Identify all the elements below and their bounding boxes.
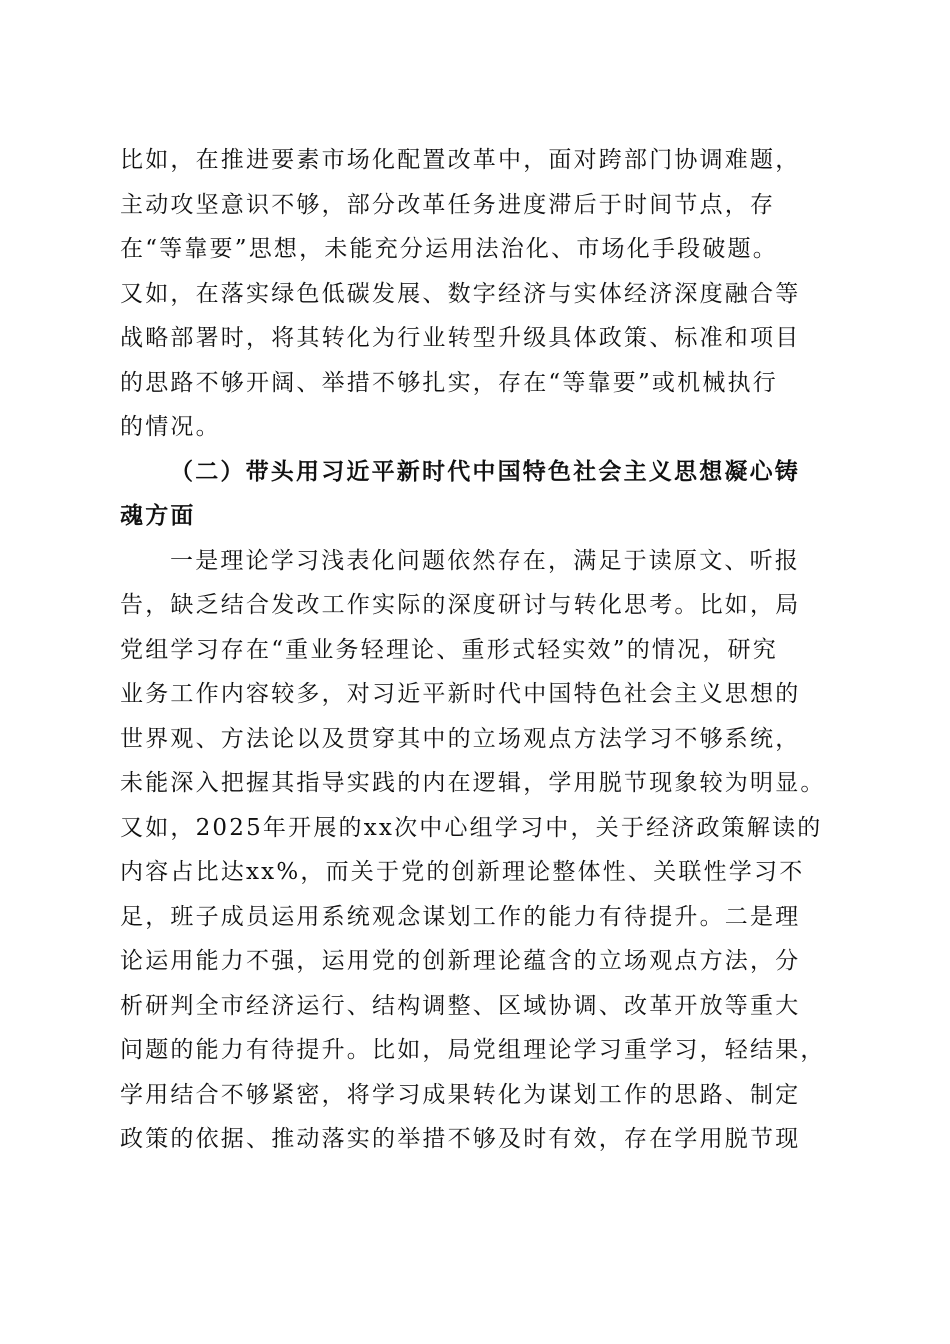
text-line: 党组学习存在“重业务轻理论、重形式轻实效”的情况，研究 bbox=[120, 636, 778, 663]
text-line: 论运用能力不强，运用党的创新理论蕴含的立场观点方法，分 bbox=[120, 948, 801, 974]
paragraph-start: 一是理论学习浅表化问题依然存在，满足于读原文、听报 bbox=[170, 547, 800, 574]
section-heading: （二）带头用习近平新时代中国特色社会主义思想凝心铸 bbox=[170, 457, 800, 485]
text-line: 的情况。 bbox=[120, 414, 221, 440]
text-line: 的思路不够开阔、举措不够扎实，存在“等靠要”或机械执行 bbox=[120, 369, 778, 396]
text-line: 析研判全市经济运行、结构调整、区域协调、改革开放等重大 bbox=[120, 992, 801, 1019]
text-line: 又如，2025年开展的xx次中心组学习中，关于经济政策解读的 bbox=[120, 814, 823, 841]
text-line: 学用结合不够紧密，将学习成果转化为谋划工作的思路、制定 bbox=[120, 1081, 801, 1108]
text-line: 政策的依据、推动落实的举措不够及时有效，存在学用脱节现 bbox=[120, 1126, 801, 1152]
text-line: 内容占比达xx%，而关于党的创新理论整体性、关联性学习不 bbox=[120, 859, 805, 885]
text-line: 未能深入把握其指导实践的内在逻辑，学用脱节现象较为明显。 bbox=[120, 770, 826, 796]
body-text bbox=[120, 138, 832, 1162]
text-line: 比如，在推进要素市场化配置改革中，面对跨部门协调难题， bbox=[120, 147, 801, 173]
text-line: 业务工作内容较多，对习近平新时代中国特色社会主义思想的 bbox=[120, 681, 801, 707]
text-line: 战略部署时，将其转化为行业转型升级具体政策、标准和项目 bbox=[120, 325, 801, 351]
text-line: 又如，在落实绿色低碳发展、数字经济与实体经济深度融合等 bbox=[120, 280, 801, 307]
text-line: 世界观、方法论以及贯穿其中的立场观点方法学习不够系统， bbox=[120, 725, 801, 752]
text-line: 主动攻坚意识不够，部分改革任务进度滞后于时间节点，存 bbox=[120, 191, 776, 218]
text-line: 在“等靠要”思想，未能充分运用法治化、市场化手段破题。 bbox=[120, 236, 778, 262]
text-line: 问题的能力有待提升。比如，局党组理论学习重学习，轻结果， bbox=[120, 1037, 826, 1063]
text-line: 足，班子成员运用系统观念谋划工作的能力有待提升。二是理 bbox=[120, 903, 801, 930]
section-heading-continued: 魂方面 bbox=[120, 502, 196, 529]
text-line: 告，缺乏结合发改工作实际的深度研讨与转化思考。比如，局 bbox=[120, 592, 801, 618]
